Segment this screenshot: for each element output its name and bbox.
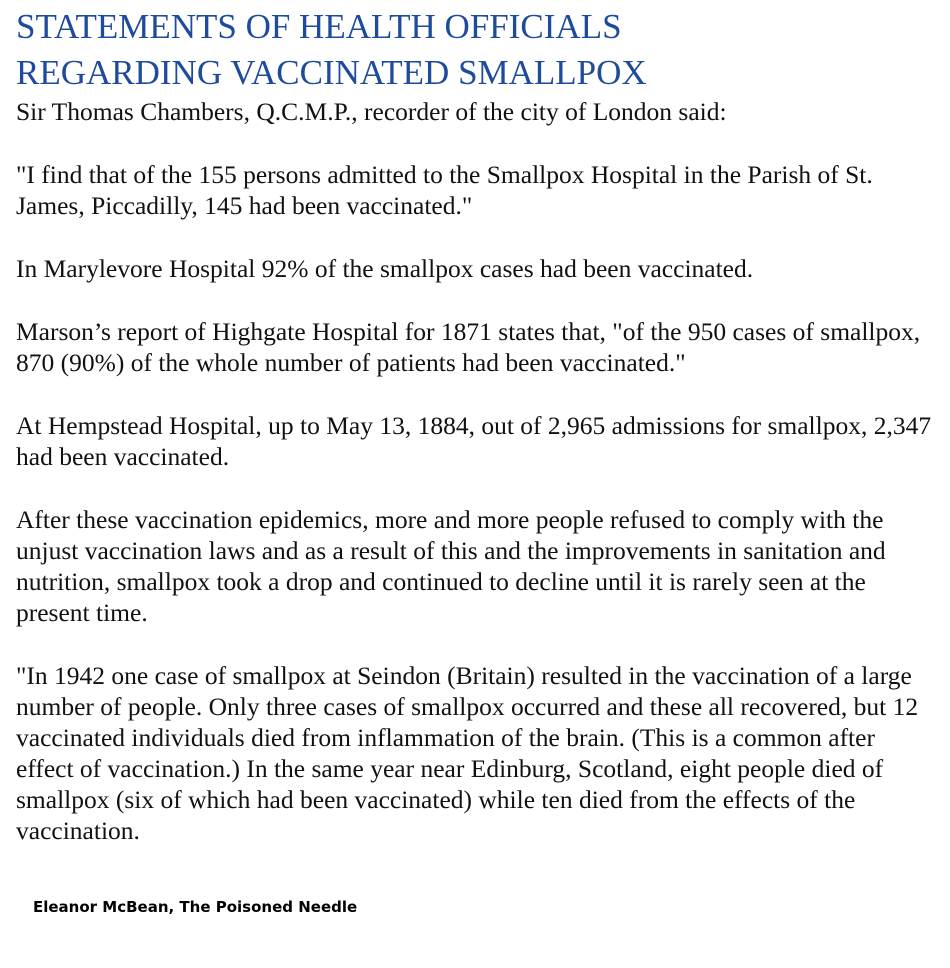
document-title bbox=[16, 4, 936, 96]
paragraph-1942-quote: "In 1942 one case of smallpox at Seindon (Britain) resulted in the vaccination of a large number of people. Only three cases of smallpox occurred and these all recovered, but 12 vaccinated individuals died from inflammation of the brain. (This is a common after effect of vaccination.) In the same year near Edinburg, Scotland, eight people died of smallpox (six of which had been vaccinated) while ten died from the effects of the vaccination. bbox=[16, 661, 919, 845]
paragraph-epidemics: After these vaccination epidemics, more and more people refused to comply with the unjust vaccination laws and as a result of this and the improvements in sanitation and nutrition, smallpox took a drop and continued to decline until it is rarely seen at the present time. bbox=[16, 505, 886, 627]
paragraph-highgate: Marson’s report of Highgate Hospital for 1871 states that, "of the 950 cases of smallpox, 870 (90%) of the whole number of patients had been vaccinated." bbox=[16, 317, 921, 377]
paragraph-marylevore: In Marylevore Hospital 92% of the smallpox cases had been vaccinated. bbox=[16, 254, 754, 283]
title-line-1: STATEMENTS OF HEALTH OFFICIALS bbox=[16, 7, 622, 46]
document-body bbox=[16, 4, 936, 846]
title-line-2: REGARDING VACCINATED SMALLPOX bbox=[16, 53, 647, 92]
source-attribution: Eleanor McBean, The Poisoned Needle bbox=[33, 898, 358, 916]
paragraph-chambers-quote: "I find that of the 155 persons admitted to the Smallpox Hospital in the Parish of St. James, Piccadilly, 145 had been vaccinated." bbox=[16, 160, 873, 220]
paragraph-hempstead: At Hempstead Hospital, up to May 13, 1884, out of 2,965 admissions for smallpox, 2,347 had been vaccinated. bbox=[16, 411, 932, 471]
intro-paragraph: Sir Thomas Chambers, Q.C.M.P., recorder of the city of London said: bbox=[16, 97, 727, 126]
